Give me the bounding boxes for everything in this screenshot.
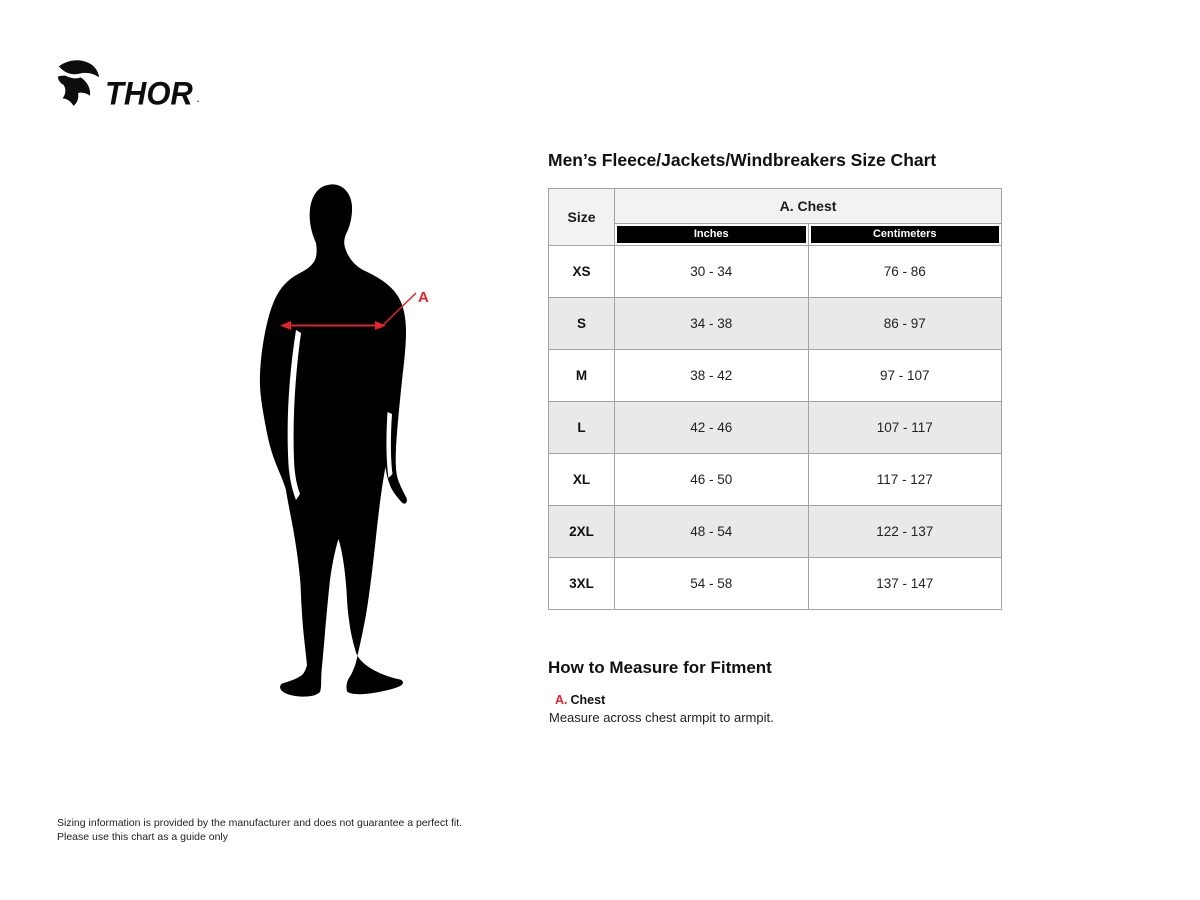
- thor-goat-head-icon: [57, 58, 101, 106]
- table-row-2xl: [549, 506, 1002, 558]
- howto-item-description: Measure across chest armpit to armpit.: [549, 710, 774, 725]
- inches-value: 38 - 42: [615, 350, 809, 402]
- male-silhouette-figure: [250, 180, 440, 705]
- size-label: 3XL: [549, 558, 615, 610]
- inches-value: 34 - 38: [615, 298, 809, 350]
- size-label: 2XL: [549, 506, 615, 558]
- inches-value: 46 - 50: [615, 454, 809, 506]
- table-row-xs: [549, 246, 1002, 298]
- size-column-header: Size: [549, 189, 615, 246]
- size-label: S: [549, 298, 615, 350]
- sizing-disclaimer-line1: Sizing information is provided by the manufacturer and does not guarantee a perfect fit.: [57, 817, 463, 829]
- centimeters-value: 137 - 147: [808, 558, 1002, 610]
- centimeters-value: 76 - 86: [808, 246, 1002, 298]
- centimeters-value: 97 - 107: [808, 350, 1002, 402]
- annotation-label-a: A: [418, 289, 429, 306]
- thor-logo: [57, 58, 200, 112]
- howto-item-key: A.: [555, 693, 568, 707]
- howto-item-chest: [555, 693, 605, 707]
- inches-unit-header: Inches: [617, 226, 806, 243]
- size-label: M: [549, 350, 615, 402]
- inches-value: 30 - 34: [615, 246, 809, 298]
- table-row-3xl: [549, 558, 1002, 610]
- table-units-row: [549, 224, 1002, 246]
- howto-item-label: Chest: [570, 693, 606, 707]
- centimeters-value: 117 - 127: [808, 454, 1002, 506]
- size-label: XS: [549, 246, 615, 298]
- thor-wordmark: THOR: [105, 74, 193, 112]
- table-row-xl: [549, 454, 1002, 506]
- inches-value: 54 - 58: [615, 558, 809, 610]
- table-header-row: [549, 189, 1002, 224]
- silhouette-body: [260, 184, 407, 696]
- centimeters-value: 107 - 117: [808, 402, 1002, 454]
- size-chart-table: [548, 188, 1002, 610]
- thor-trademark-dot: .: [196, 95, 200, 104]
- table-row-l: [549, 402, 1002, 454]
- size-label: XL: [549, 454, 615, 506]
- table-row-m: [549, 350, 1002, 402]
- sizing-disclaimer-line2: Please use this chart as a guide only: [57, 830, 229, 843]
- inches-value: 42 - 46: [615, 402, 809, 454]
- howto-measure-title: How to Measure for Fitment: [548, 658, 772, 677]
- centimeters-unit-header: Centimeters: [811, 226, 1000, 243]
- size-chart-title: Men’s Fleece/Jackets/Windbreakers Size Chart: [548, 150, 937, 170]
- inches-value: 48 - 54: [615, 506, 809, 558]
- centimeters-value: 86 - 97: [808, 298, 1002, 350]
- sizing-disclaimer: [57, 817, 462, 845]
- centimeters-value: 122 - 137: [808, 506, 1002, 558]
- chest-group-header: A. Chest: [615, 189, 1002, 224]
- table-row-s: [549, 298, 1002, 350]
- size-label: L: [549, 402, 615, 454]
